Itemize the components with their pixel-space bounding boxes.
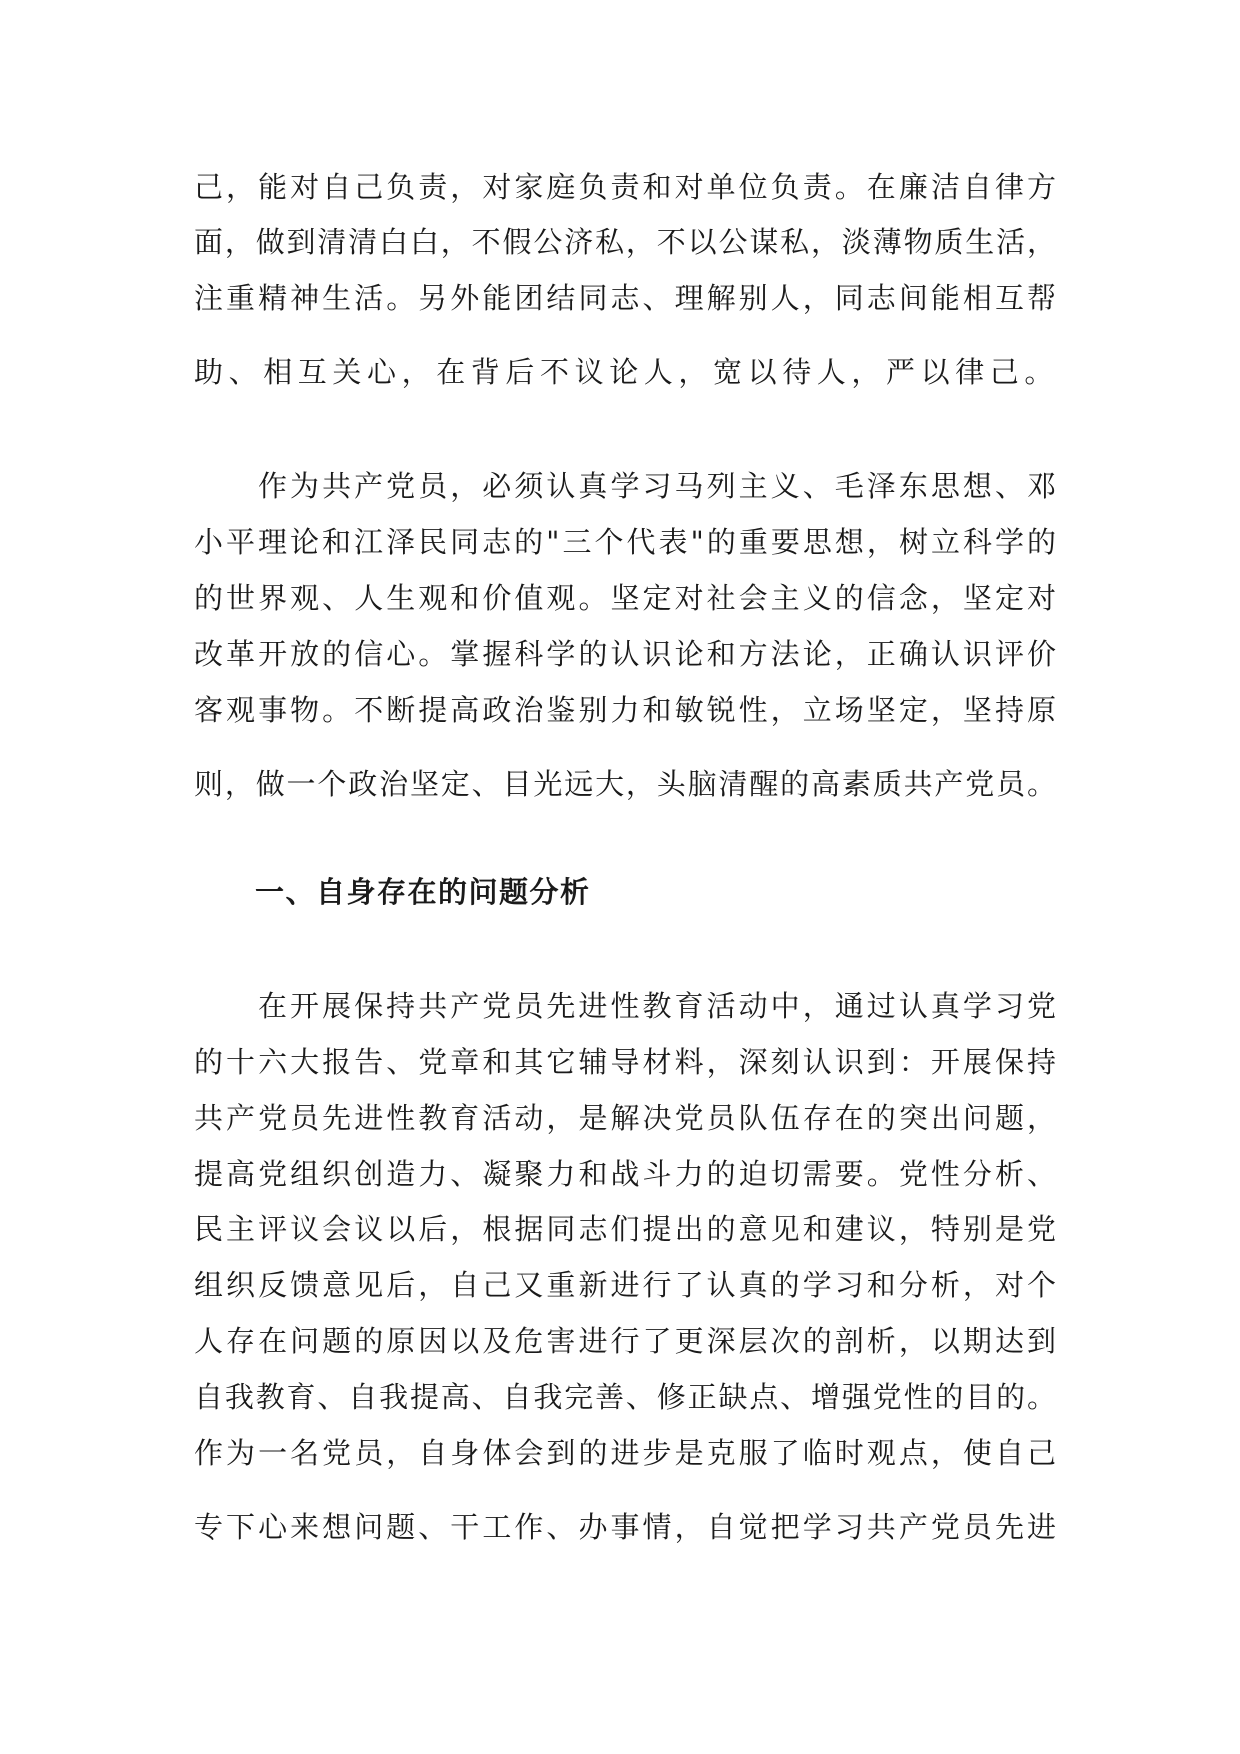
paragraph-3-line-4: 提高党组织创造力、凝聚力和战斗力的迫切需要。党性分析、 — [194, 1157, 1056, 1191]
paragraph-2-line-2: 小平理论和江泽民同志的"三个代表"的重要思想，树立科学的 — [194, 525, 1056, 559]
paragraph-1-line-3: 注重精神生活。另外能团结同志、理解别人，同志间能相互帮 — [194, 281, 1056, 315]
paragraph-1-line-1: 己，能对自己负责，对家庭负责和对单位负责。在廉洁自律方 — [194, 170, 1056, 204]
paragraph-2-line-3: 的世界观、人生观和价值观。坚定对社会主义的信念，坚定对 — [194, 581, 1056, 615]
paragraph-3-line-2: 的十六大报告、党章和其它辅导材料，深刻认识到：开展保持 — [194, 1045, 1056, 1079]
paragraph-3-line-8: 自我教育、自我提高、自我完善、修正缺点、增强党性的目的。 — [194, 1380, 1056, 1414]
paragraph-3-line-9: 作为一名党员，自身体会到的进步是克服了临时观点，使自己 — [194, 1436, 1056, 1470]
paragraph-2-line-5: 客观事物。不断提高政治鉴别力和敏锐性，立场坚定，坚持原 — [194, 693, 1056, 727]
paragraph-1-line-2: 面，做到清清白白，不假公济私，不以公谋私，淡薄物质生活， — [194, 225, 1056, 259]
paragraph-3-line-7: 人存在问题的原因以及危害进行了更深层次的剖析，以期达到 — [194, 1324, 1056, 1358]
paragraph-3-line-1: 在开展保持共产党员先进性教育活动中，通过认真学习党 — [258, 989, 1056, 1023]
paragraph-3-line-3: 共产党员先进性教育活动，是解决党员队伍存在的突出问题， — [194, 1101, 1056, 1135]
paragraph-2-line-4: 改革开放的信心。掌握科学的认识论和方法论，正确认识评价 — [194, 637, 1056, 671]
paragraph-2-line-1: 作为共产党员，必须认真学习马列主义、毛泽东思想、邓 — [258, 469, 1056, 503]
paragraph-1-line-4: 助、相互关心，在背后不议论人，宽以待人，严以律己。 — [194, 355, 1060, 389]
paragraph-2-line-6: 则，做一个政治坚定、目光远大，头脑清醒的高素质共产党员。 — [194, 767, 1056, 801]
paragraph-3-line-10: 专下心来想问题、干工作、办事情，自觉把学习共产党员先进 — [194, 1510, 1056, 1544]
section-heading: 一、自身存在的问题分析 — [255, 875, 591, 909]
paragraph-3-line-6: 组织反馈意见后，自己又重新进行了认真的学习和分析，对个 — [194, 1268, 1056, 1302]
paragraph-3-line-5: 民主评议会议以后，根据同志们提出的意见和建议，特别是党 — [194, 1212, 1056, 1246]
